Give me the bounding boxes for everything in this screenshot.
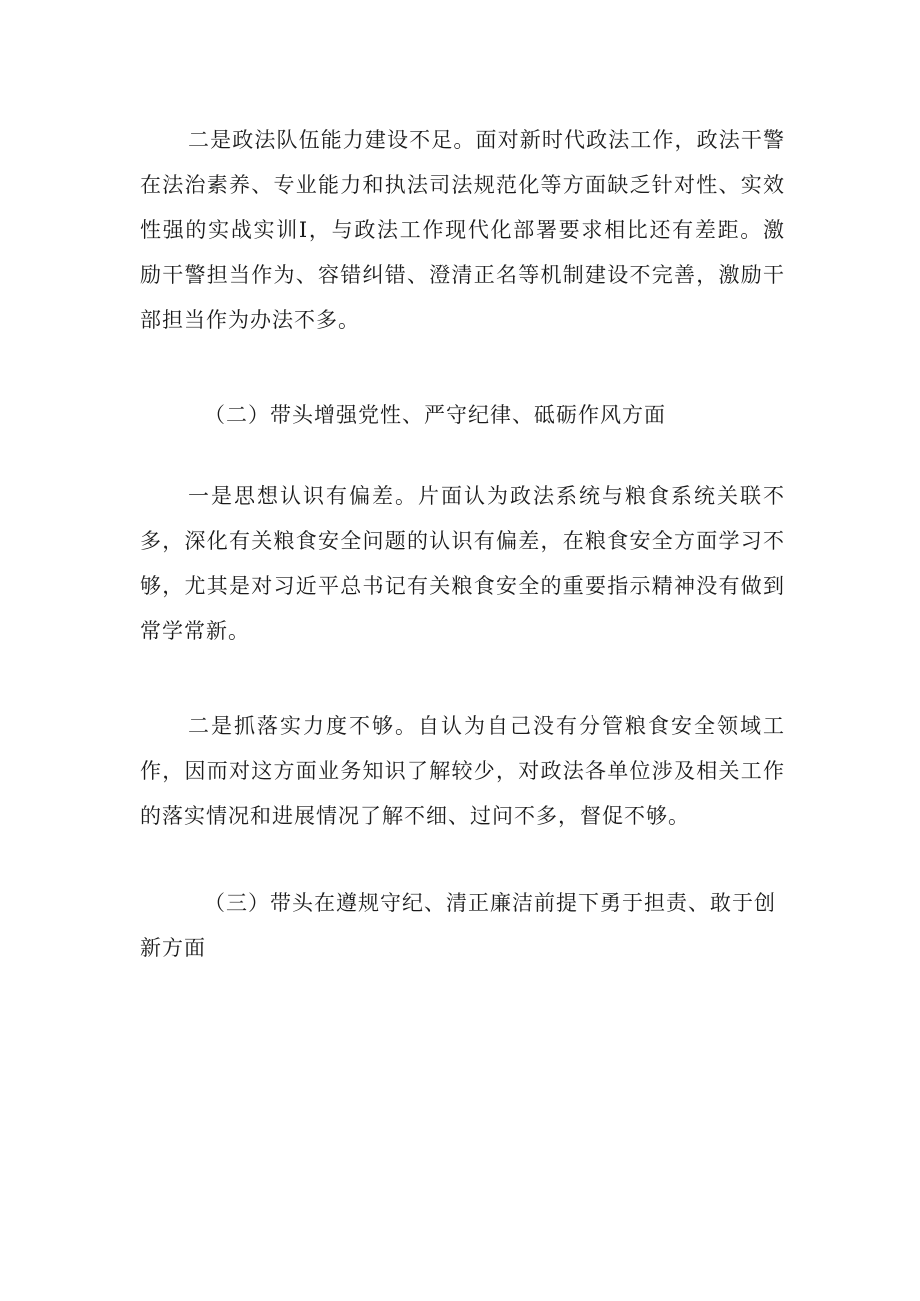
section-heading-2: （二）带头增强党性、严守纪律、砥砺作风方面	[204, 403, 666, 427]
paragraph-implementation-strength: 二是抓落实力度不够。自认为自己没有分管粮食安全领域工作，因而对这方面业务知识了解较少，对政法各单位涉及相关工作的落实情况和进展情况了解不细、过问不多，督促不够。	[140, 714, 785, 828]
paragraph-team-capacity: 二是政法队伍能力建设不足。面对新时代政法工作，政法干警在法治素养、专业能力和执法司法规范化等方面缺乏针对性、实效性强的实战实训I，与政法工作现代化部署要求相比还有差距。激励干警担当作为、容错纠错、澄清正名等机制建设不完善，激励干部担当作为办法不多。	[140, 128, 785, 332]
section-heading-3: （三）带头在遵规守纪、清正廉洁前提下勇于担责、敢于创新方面	[140, 891, 776, 960]
paragraph-ideological-understanding: 一是思想认识有偏差。片面认为政法系统与粮食系统关联不多，深化有关粮食安全问题的认识有偏差，在粮食安全方面学习不够，尤其是对习近平总书记有关粮食安全的重要指示精神没有做到常学常新。	[140, 484, 785, 643]
